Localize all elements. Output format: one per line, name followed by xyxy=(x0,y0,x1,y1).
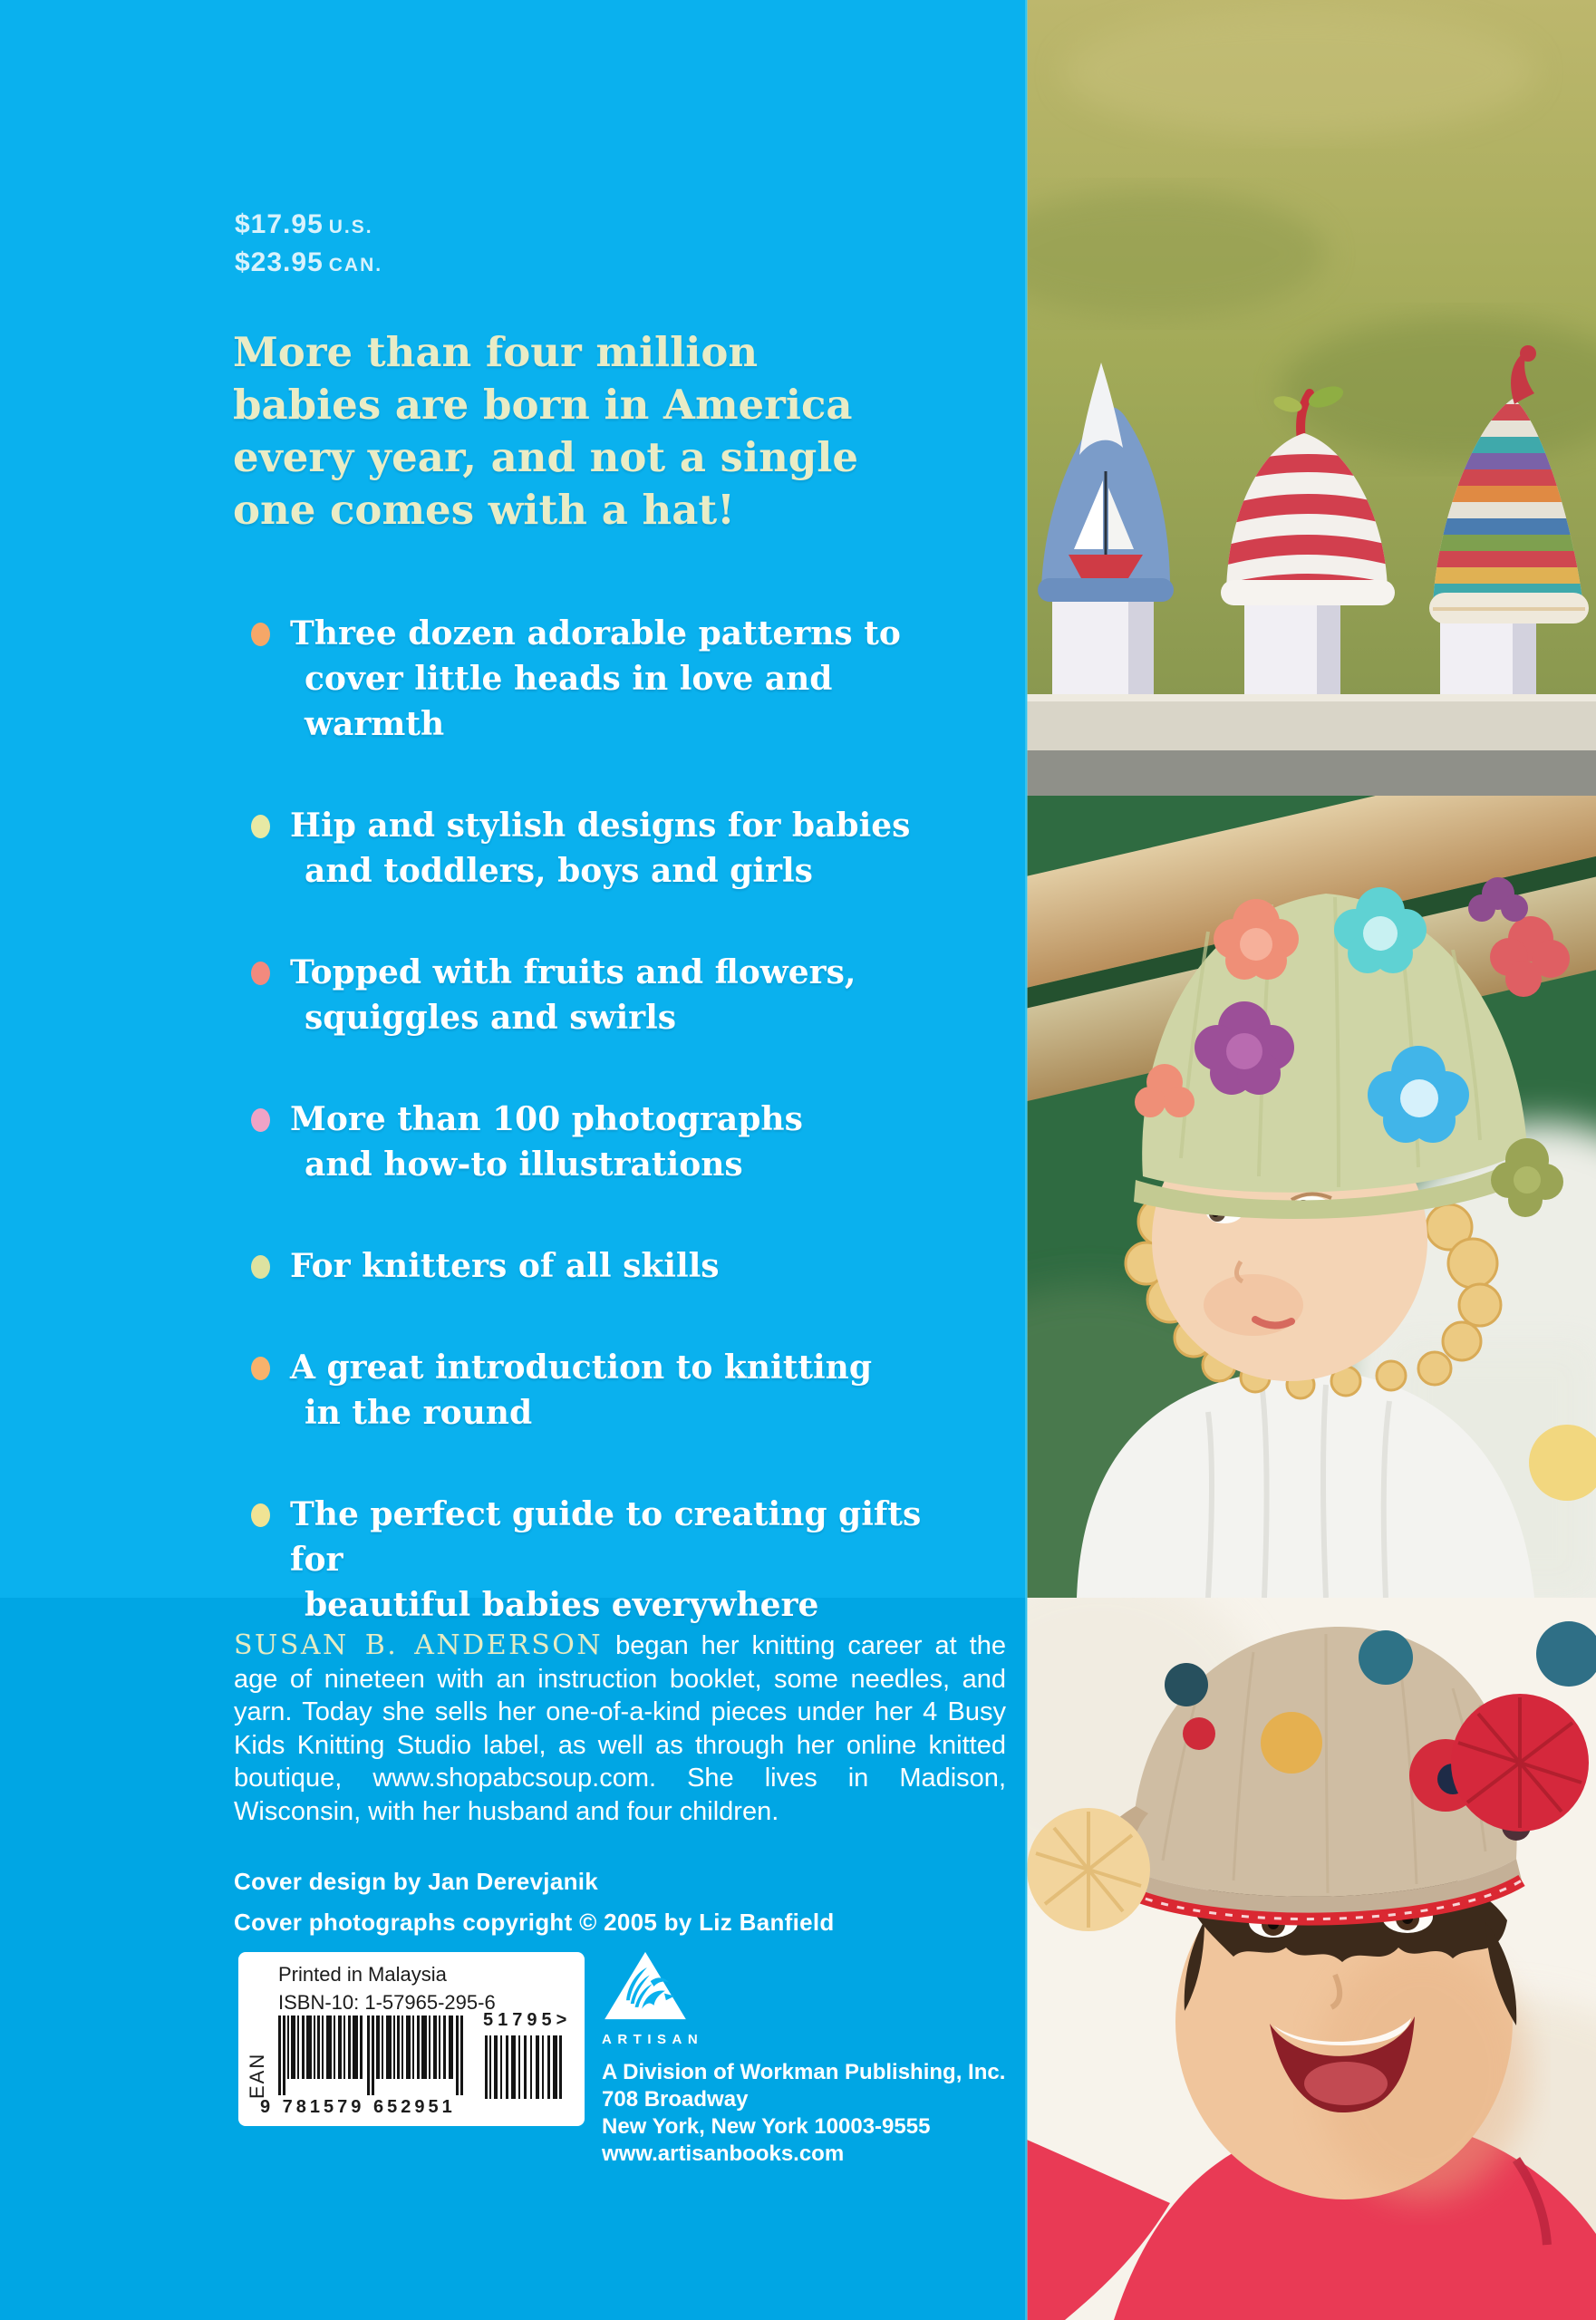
bullet-text xyxy=(290,1097,803,1187)
bullet-line: beautiful babies everywhere xyxy=(305,1586,819,1624)
bullet-dot-icon xyxy=(251,962,270,985)
bullet-line: and how-to illustrations xyxy=(305,1146,743,1184)
bullet-dot-icon xyxy=(251,1357,270,1380)
headline-line: babies are born in America xyxy=(233,381,853,429)
bullet-dot-icon xyxy=(251,1255,270,1279)
bullet-list xyxy=(251,611,967,1684)
isbn-label: ISBN-10: 1-57965-295-6 xyxy=(278,1991,496,2014)
publisher-block xyxy=(602,1948,1005,2168)
bullet-text xyxy=(290,611,967,747)
address-line: New York, New York 10003-9555 xyxy=(602,2114,931,2139)
bullet-item xyxy=(251,1243,967,1289)
barcode-supplement-icon xyxy=(485,2035,565,2099)
bullet-item xyxy=(251,950,967,1040)
author-bio xyxy=(234,1629,1006,1828)
bullet-item xyxy=(251,1345,967,1436)
bullet-text xyxy=(290,1243,720,1289)
address-line: 708 Broadway xyxy=(602,2087,749,2112)
barcode-box xyxy=(238,1952,585,2126)
price-can: $23.95 CAN. xyxy=(235,247,383,277)
red-pompom xyxy=(1451,1694,1589,1832)
address-line: A Division of Workman Publishing, Inc. xyxy=(602,2060,1006,2084)
ean-label: EAN xyxy=(246,2052,268,2099)
printed-in-label: Printed in Malaysia xyxy=(278,1963,447,1986)
bullet-line: A great introduction to knitting xyxy=(290,1348,872,1387)
bullet-item xyxy=(251,803,967,894)
price-block xyxy=(235,207,382,283)
bullet-line: The perfect guide to creating gifts for xyxy=(290,1495,922,1579)
bullet-line: and toddlers, boys and girls xyxy=(305,852,813,890)
bullet-dot-icon xyxy=(251,815,270,838)
cream-pompom xyxy=(1027,1808,1150,1931)
publisher-address xyxy=(602,2059,1005,2168)
bullet-dot-icon xyxy=(251,1108,270,1132)
bullet-line: Hip and stylish designs for babies xyxy=(290,807,911,845)
artisan-logo-icon xyxy=(602,1948,689,2023)
bullet-text xyxy=(290,803,910,894)
headline-line: every year, and not a single xyxy=(233,433,858,481)
bullet-line: in the round xyxy=(305,1394,533,1432)
bullet-text xyxy=(290,1345,872,1436)
bullet-line: cover little heads in love and warmth xyxy=(305,660,833,743)
address-line: www.artisanbooks.com xyxy=(602,2141,845,2166)
photo-credit: Cover photographs copyright © 2005 by Liz Banfield xyxy=(234,1909,835,1936)
bullet-text xyxy=(290,950,856,1040)
author-name: SUSAN B. ANDERSON xyxy=(234,1629,604,1661)
bullet-line: squiggles and swirls xyxy=(305,999,677,1037)
bullet-dot-icon xyxy=(251,623,270,646)
barcode-digits: 9 781579 652951 xyxy=(260,2097,456,2117)
bullet-item xyxy=(251,611,967,747)
credits-block xyxy=(234,1861,835,1943)
fence-rails xyxy=(1027,694,1596,796)
bullet-text xyxy=(290,1492,967,1628)
artisan-wordmark: ARTISAN xyxy=(602,2032,704,2047)
cover-design-credit: Cover design by Jan Derevjanik xyxy=(234,1868,599,1895)
author-bio-text: began her knitting career at the age of nineteen with an instruction booklet, some needles, and yarn. Today she sells her one-of-a-kind pieces under her 4 Busy Kids Knitting Studio label, as well as through her online knitted boutique, www.shopabcsoup.com. She lives in Madison, Wisconsin, with her husband and four children. xyxy=(234,1631,1006,1826)
bullet-line: More than 100 photographs xyxy=(290,1100,803,1138)
headline xyxy=(233,326,858,536)
headline-line: More than four million xyxy=(233,328,759,376)
headline-line: one comes with a hat! xyxy=(233,486,735,534)
bullet-line: Topped with fruits and flowers, xyxy=(290,953,856,991)
barcode-supplement-digits: 51795> xyxy=(483,2010,572,2030)
photo-toddler-green-flower-hat xyxy=(1027,796,1596,1598)
bullet-item xyxy=(251,1097,967,1187)
photo-knitted-hats-on-fence-posts xyxy=(1027,0,1596,796)
barcode-icon xyxy=(278,2016,465,2099)
bullet-line: For knitters of all skills xyxy=(290,1247,720,1285)
photo-boy-pompom-hat xyxy=(1027,1598,1596,2320)
bullet-line: Three dozen adorable patterns to xyxy=(290,614,901,652)
panel-photo-divider xyxy=(1025,0,1028,2320)
price-us: $17.95 U.S. xyxy=(235,209,373,239)
bullet-dot-icon xyxy=(251,1503,270,1527)
bullet-item xyxy=(251,1492,967,1628)
